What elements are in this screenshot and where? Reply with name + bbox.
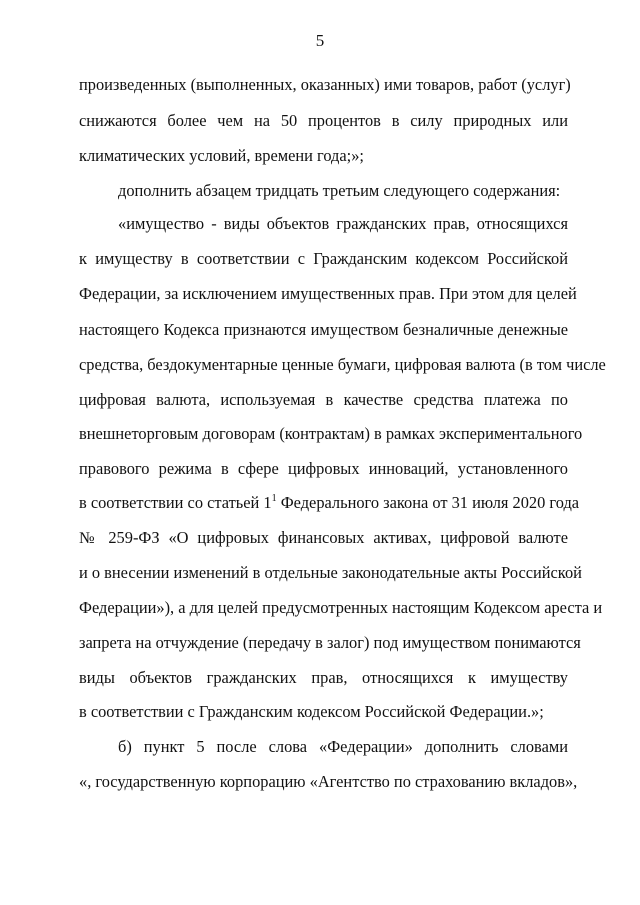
text-line: «, государственную корпорацию «Агентство по страхованию вкладов», — [79, 772, 578, 791]
text-line: произведенных (выполненных, оказанных) ими товаров, работ (услуг) — [79, 75, 571, 94]
text-line: правового режима в сфере цифровых инноваций, установленного — [79, 459, 568, 478]
text-line: в соответствии с Гражданским кодексом Российской Федерации.»; — [79, 702, 544, 721]
text-line: климатических условий, времени года;»; — [79, 146, 364, 165]
text-line: к имуществу в соответствии с Гражданским кодексом Российской — [79, 249, 568, 268]
text-line: Федерации, за исключением имущественных прав. При этом для целей — [79, 284, 577, 303]
text-line: запрета на отчуждение (передачу в залог) под имуществом понимаются — [79, 633, 581, 652]
text-line-with-superscript — [79, 492, 580, 514]
text-segment: в соответствии со статьей 1 — [79, 493, 272, 512]
text-line: «имущество - виды объектов гражданских прав, относящихся — [118, 214, 568, 233]
text-line: и о внесении изменений в отдельные законодательные акты Российской — [79, 563, 582, 582]
text-line: внешнеторговым договорам (контрактам) в рамках экспериментального — [79, 424, 583, 443]
text-line: б) пункт 5 после слова «Федерации» дополнить словами — [118, 737, 568, 756]
text-line: настоящего Кодекса признаются имуществом безналичные денежные — [79, 320, 568, 339]
text-line: снижаются более чем на 50 процентов в силу природных или — [79, 111, 568, 130]
text-line: № 259-ФЗ «О цифровых финансовых активах, цифровой валюте — [79, 528, 568, 547]
text-line: виды объектов гражданских прав, относящихся к имуществу — [79, 668, 568, 687]
text-line: дополнить абзацем тридцать третьим следующего содержания: — [118, 181, 561, 200]
text-line: Федерации»), а для целей предусмотренных настоящим Кодексом ареста и — [79, 598, 603, 617]
text-line: цифровая валюта, используемая в качестве средства платежа по — [79, 390, 568, 409]
text-line: средства, бездокументарные ценные бумаги, цифровая валюта (в том числе — [79, 355, 606, 374]
page-number: 5 — [315, 31, 325, 50]
superscript: 1 — [271, 493, 277, 504]
text-segment: Федерального закона от 31 июля 2020 года — [276, 493, 580, 512]
